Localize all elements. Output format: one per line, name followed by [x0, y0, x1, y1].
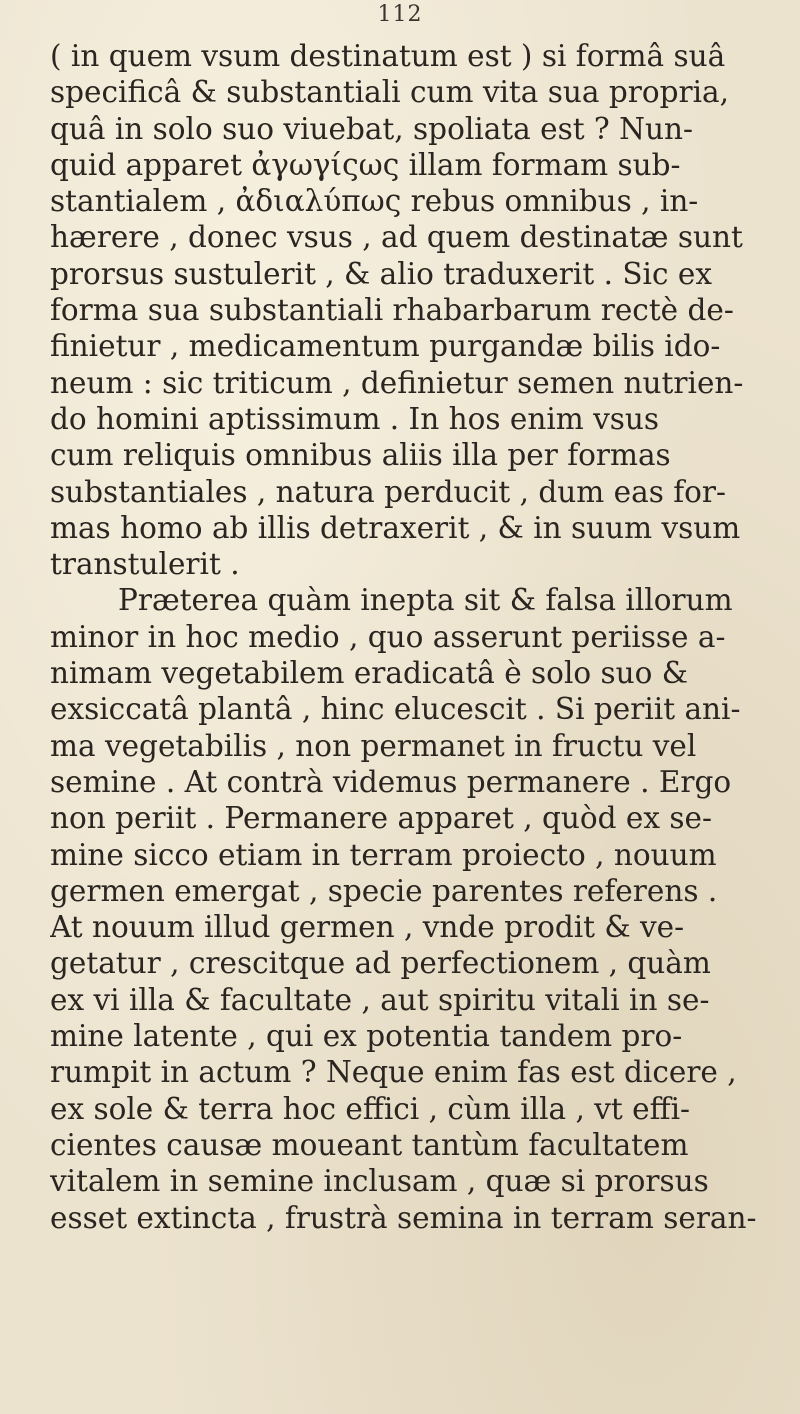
text-line: cum reliquis omnibus aliis illa per formas — [50, 438, 671, 473]
text-line: rumpit in actum ? Neque enim fas est dicere , — [50, 1055, 737, 1090]
text-line: quâ in solo suo viuebat, spoliata est ? Nun- — [50, 111, 693, 146]
text-line: finietur , medicamentum purgandæ bilis ido- — [50, 329, 721, 364]
text-line: forma sua substantiali rhabarbarum rectè de- — [50, 293, 734, 328]
paragraph-2 — [50, 582, 790, 1235]
text-line: exsiccatâ plantâ , hinc elucescit . Si periit ani- — [50, 692, 741, 727]
text-line: esset extincta , frustrà semina in terram seran- — [50, 1200, 757, 1235]
text-line: minor in hoc medio , quo asserunt periisse a- — [50, 619, 726, 654]
text-line: nimam vegetabilem eradicatâ è solo suo & — [50, 656, 689, 691]
text-line: neum : sic triticum , definietur semen nutrien- — [50, 365, 744, 400]
text-line: ( in quem vsum destinatum est ) si formâ suâ — [50, 39, 726, 73]
page-number: 112 — [377, 2, 423, 27]
text-line: cientes causæ moueant tantùm facultatem — [50, 1127, 689, 1162]
text-line: specificâ & substantiali cum vita sua propria, — [50, 75, 729, 110]
text-line: substantiales , natura perducit , dum eas for- — [50, 474, 726, 509]
text-line: mine latente , qui ex potentia tandem pro- — [50, 1019, 683, 1054]
text-line: transtulerit . — [50, 547, 240, 582]
text-line: getatur , crescitque ad perfectionem , quàm — [50, 946, 711, 981]
text-line: Præterea quàm inepta sit & falsa illorum — [118, 583, 733, 618]
text-line: do homini aptissimum . In hos enim vsus — [50, 401, 660, 436]
text-line: vitalem in semine inclusam , quæ si prorsus — [50, 1164, 709, 1199]
text-line: non periit . Permanere apparet , quòd ex se- — [50, 801, 712, 836]
text-line: hærere , donec vsus , ad quem destinatæ sunt — [50, 220, 743, 255]
text-line: prorsus sustulerit , & alio traduxerit . Sic ex — [50, 256, 712, 291]
text-line: mas homo ab illis detraxerit , & in suum vsum — [50, 510, 741, 545]
text-line: ex sole & terra hoc effici , cùm illa , vt effi- — [50, 1091, 690, 1126]
text-line: mine sicco etiam in terram proiecto , nouum — [50, 837, 717, 872]
page-body-text — [50, 38, 790, 1236]
text-line: semine . At contrà videmus permanere . Ergo — [50, 764, 732, 799]
text-line: quid apparet ἀγωγίςως illam formam sub- — [50, 147, 681, 182]
text-line: ma vegetabilis , non permanet in fructu vel — [50, 728, 697, 763]
text-line: At nouum illud germen , vnde prodit & ve- — [50, 910, 685, 945]
text-line: germen emergat , specie parentes referens . — [50, 873, 718, 908]
paragraph-1 — [50, 38, 790, 582]
text-line: stantialem , ἀδιαλύπως rebus omnibus , in- — [50, 184, 699, 219]
text-line: ex vi illa & facultate , aut spiritu vitali in se- — [50, 982, 710, 1017]
